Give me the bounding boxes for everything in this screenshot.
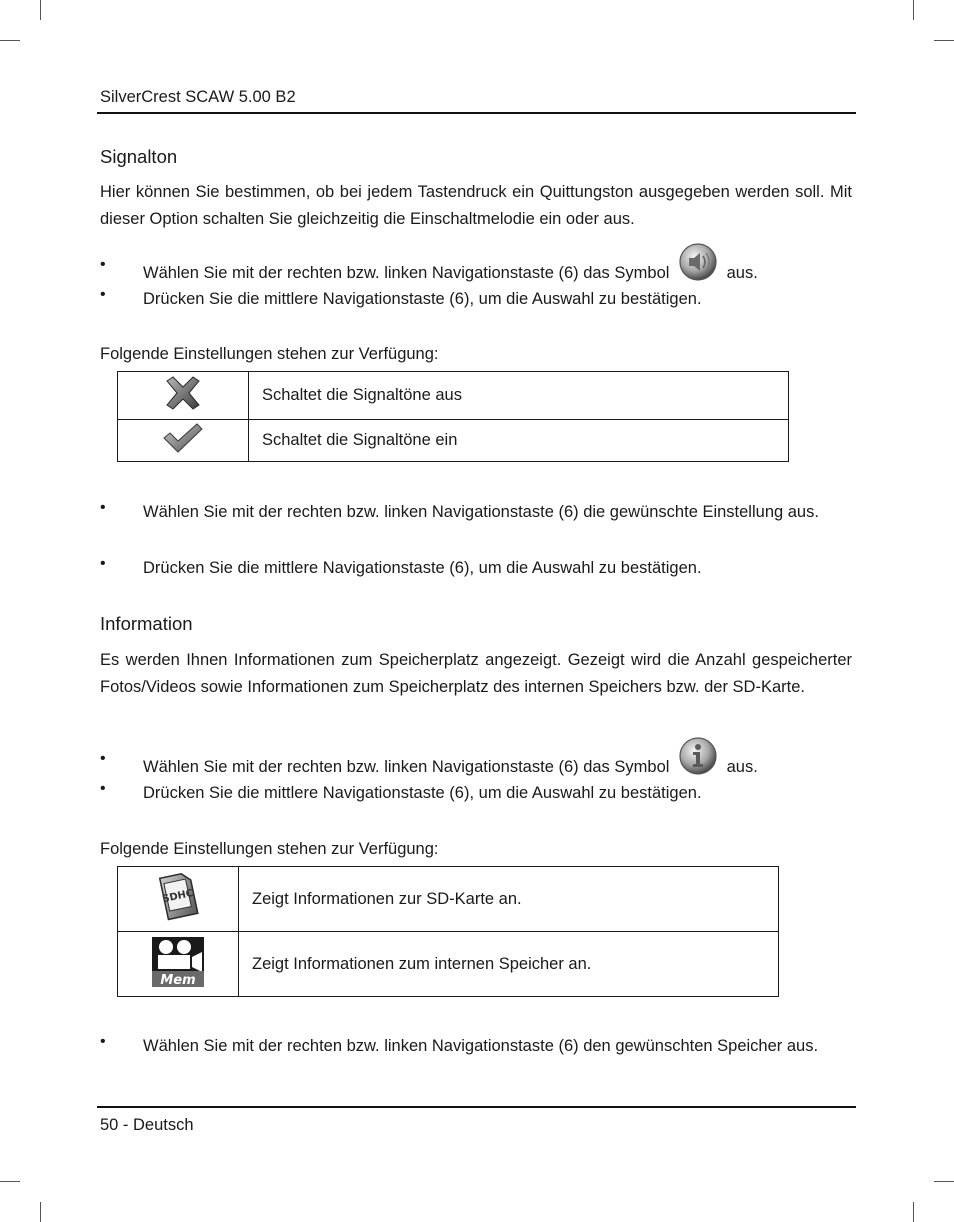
page-number: 50 - Deutsch bbox=[100, 1116, 194, 1134]
header-rule bbox=[97, 112, 856, 114]
speaker-icon bbox=[677, 242, 719, 291]
table-row bbox=[118, 867, 779, 932]
bullet: • bbox=[100, 499, 106, 516]
options-label: Folgende Einstellungen stehen zur Verfügung: bbox=[100, 840, 439, 858]
crop-mark bbox=[934, 1181, 954, 1182]
crop-mark bbox=[913, 1202, 914, 1222]
crop-mark bbox=[934, 40, 954, 41]
bullet-text: Wählen Sie mit der rechten bzw. linken Navigationstaste (6) die gewünschte Einstellung aus. bbox=[143, 503, 819, 521]
list-item bbox=[100, 780, 852, 808]
sdhc-card-icon bbox=[152, 887, 204, 927]
table-cell-icon bbox=[118, 932, 239, 997]
table-cell-icon bbox=[118, 867, 239, 932]
list-item bbox=[100, 750, 852, 780]
document-header-title: SilverCrest SCAW 5.00 B2 bbox=[100, 88, 296, 106]
section-heading-information: Information bbox=[100, 613, 193, 634]
list-item bbox=[100, 555, 852, 583]
crop-mark bbox=[40, 1202, 41, 1222]
crop-mark bbox=[0, 40, 20, 41]
table-cell-icon bbox=[118, 372, 249, 420]
signalton-intro: Hier können Sie bestimmen, ob bei jedem Tastendruck ein Quittungston ausgegeben werden soll. Mit dieser Option schalten Sie gleichzeitig die Einschaltmelodie ein oder aus. bbox=[100, 183, 852, 228]
internal-memory-icon bbox=[150, 972, 206, 993]
info-icon bbox=[677, 736, 719, 785]
crop-mark bbox=[0, 1181, 20, 1182]
bullet-text: Wählen Sie mit der rechten bzw. linken Navigationstaste (6) den gewünschten Speicher aus. bbox=[143, 1037, 819, 1055]
internal-memory-icon-label: Mem bbox=[160, 972, 196, 988]
table-cell-text: Zeigt Informationen zur SD-Karte an. bbox=[239, 867, 779, 932]
bullet: • bbox=[100, 286, 106, 303]
bullet: • bbox=[100, 555, 106, 572]
footer-rule bbox=[97, 1106, 856, 1108]
table-row bbox=[118, 372, 789, 420]
bullet-text: Drücken Sie die mittlere Navigationstaste (6), um die Auswahl zu bestätigen. bbox=[143, 559, 702, 577]
bullet-text: Wählen Sie mit der rechten bzw. linken Navigationstaste (6) das Symbol aus. bbox=[143, 750, 852, 785]
table-cell-text: Zeigt Informationen zum internen Speicher an. bbox=[239, 932, 779, 997]
checkmark-icon bbox=[161, 441, 205, 459]
information-options-table bbox=[117, 866, 779, 997]
crop-mark bbox=[40, 0, 41, 20]
list-item bbox=[100, 499, 852, 553]
table-cell-icon bbox=[118, 420, 249, 462]
section-heading-signalton: Signalton bbox=[100, 146, 178, 167]
bullet: • bbox=[100, 1033, 106, 1050]
information-intro: Es werden Ihnen Informationen zum Speicherplatz angezeigt. Gezeigt wird die Anzahl gespeicherter Fotos/Videos sowie Informationen zum Speicherplatz des internen Speichers bzw. der SD-Karte. bbox=[100, 651, 852, 696]
table-row bbox=[118, 420, 789, 462]
bullet-text: Drücken Sie die mittlere Navigationstaste (6), um die Auswahl zu bestätigen. bbox=[143, 290, 702, 308]
list-item bbox=[100, 286, 852, 314]
list-item bbox=[100, 256, 852, 286]
bullet-text: Drücken Sie die mittlere Navigationstaste (6), um die Auswahl zu bestätigen. bbox=[143, 784, 702, 802]
table-cell-text: Schaltet die Signaltöne aus bbox=[249, 372, 789, 420]
table-cell-text: Schaltet die Signaltöne ein bbox=[249, 420, 789, 462]
list-item bbox=[100, 1033, 852, 1087]
options-label: Folgende Einstellungen stehen zur Verfügung: bbox=[100, 345, 439, 363]
crop-mark bbox=[913, 0, 914, 20]
sdhc-card-icon-label: SDHC bbox=[161, 887, 195, 905]
cross-icon bbox=[163, 397, 203, 415]
signalton-options-table bbox=[117, 371, 789, 462]
table-row bbox=[118, 932, 779, 997]
bullet-text: Wählen Sie mit der rechten bzw. linken Navigationstaste (6) das Symbol aus. bbox=[143, 256, 852, 291]
bullet: • bbox=[100, 256, 106, 273]
bullet: • bbox=[100, 750, 106, 767]
bullet: • bbox=[100, 780, 106, 797]
